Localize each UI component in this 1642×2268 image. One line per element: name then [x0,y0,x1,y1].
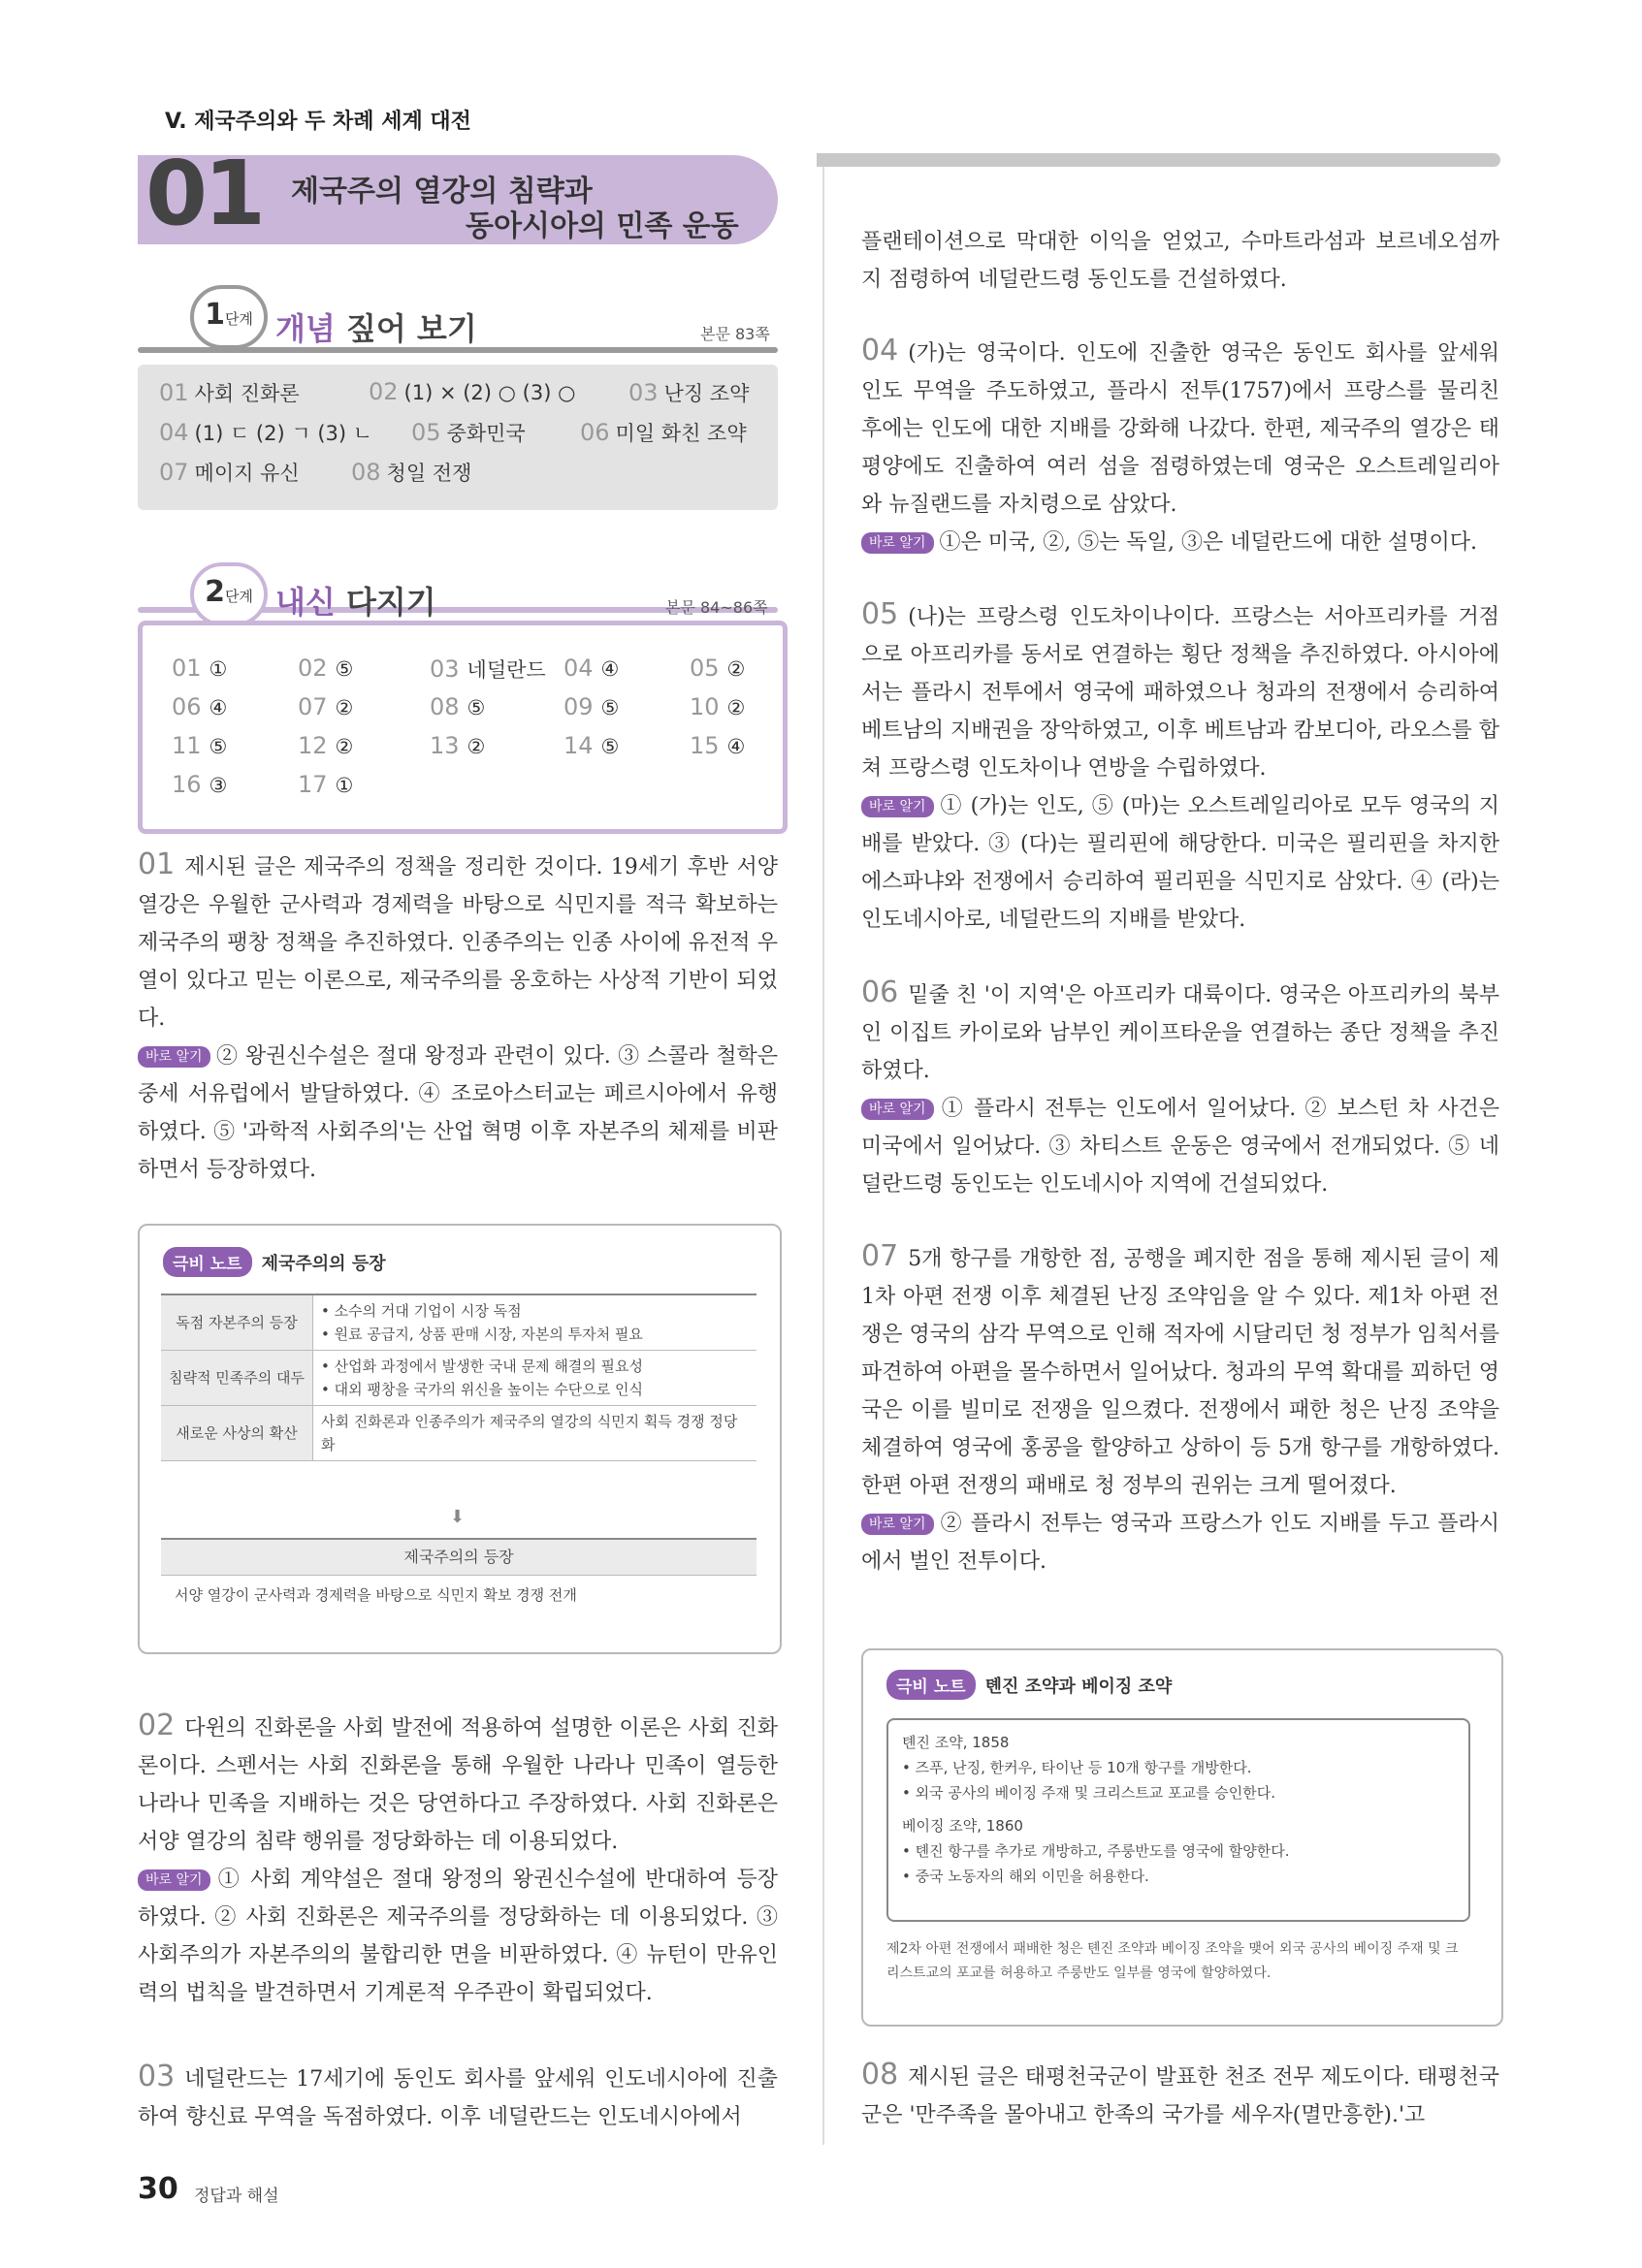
note-result-text: 서양 열강이 군사력과 경제력을 바탕으로 식민지 확보 경쟁 전개 [175,1586,577,1604]
question-number: 07 [861,1239,899,1273]
answer-item: 03 네덜란드 [430,655,546,683]
question-number: 04 [861,334,899,367]
stage2-title [275,578,436,623]
note-summary: 제2차 아편 전쟁에서 패배한 청은 톈진 조약과 베이징 조약을 맺어 외국 공사의 베이징 주재 및 크리스트교의 포교를 허용하고 주룽반도 일부를 영국에 할양하였다. [886,1941,1459,1981]
lesson-title-line2: 동아시아의 민족 운동 [466,209,739,243]
tip-badge: 바로 알기 [861,1514,934,1535]
row-value: • 소수의 거대 기업이 시장 독점 • 원료 공급지, 상품 판매 시장, 자본의 투자처 필요 [313,1295,757,1351]
answer-item: 12 ② [298,732,354,759]
stage1-title-rest: 짚어 보기 [335,310,477,347]
note-title: 제국주의의 등장 [261,1254,386,1274]
answer-item: 04 ④ [563,655,620,682]
stage1-title-accent: 개념 [275,310,336,347]
answer-item: 05 중화민국 [411,419,526,446]
row-header: 새로운 사상의 확산 [161,1406,313,1461]
answer-item: 02 (1) × (2) ○ (3) ○ [369,378,576,405]
note-table-wrap [161,1294,757,1461]
answer-item: 01 사회 진화론 [159,379,300,406]
explanation-08: 08 제시된 글은 태평천국군이 발표한 천조 전무 제도이다. 태평천국군은 '만주족을 몰아내고 한족의 국가를 세우자(멸만흥한).'고 [861,2058,1499,2127]
treaty-beijing-heading: 베이징 조약, 1860 [902,1817,1023,1835]
answer-item: 13 ② [430,732,486,759]
answer-item: 08 ⑤ [430,693,486,720]
row-value: • 산업화 과정에서 발생한 국내 문제 해결의 필요성 • 대외 팽창을 국가의 위신을 높이는 수단으로 인식 [313,1351,757,1406]
column-divider [822,167,824,2145]
stage2-badge-sub: 단계 [224,588,253,605]
lesson-number: 01 [145,142,263,245]
table-row [161,1295,757,1351]
stage1-page-ref: 본문 83쪽 [700,325,770,343]
tip-badge: 바로 알기 [861,796,934,817]
explanation-01: 01 제시된 글은 제국주의 정책을 정리한 것이다. 19세기 후반 서양 열강은 우월한 군사력과 경제력을 바탕으로 식민지를 적극 확보하는 제국주의 팽창 정책을 추진하였다. 인종주의는 인종 사이에 유전적 우열이 있다고 믿는 이론으로, 제국주의를 옹호하는 사상적 기반이 되었다. 바로 알기 ② 왕권신수설은 절대 왕정과 관련이 있다. ③ 스콜라 철학은 중세 서유럽에서 발달하였다. ④ 조로아스터교는 페르시아에서 유행하였다. ⑤ '과학적 사회주의'는 산업 혁명 이후 자본주의 체제를 비판하면서 등장하였다. [138,847,778,1182]
answer-item: 07 메이지 유신 [159,459,300,486]
list-item: • 톈진 항구를 추가로 개방하고, 주룽반도를 영국에 할양한다. [902,1842,1290,1860]
note-badge: 극비 노트 [163,1247,252,1277]
answer-item: 06 미일 화친 조약 [580,419,747,446]
treaty-tianjin-heading: 톈진 조약, 1858 [902,1734,1010,1751]
list-item: • 중국 노동자의 해외 이민을 허용한다. [902,1868,1149,1885]
question-number: 06 [861,975,899,1009]
note-box-imperialism [138,1224,782,1654]
note-table [161,1295,757,1461]
explanation-06: 06 밑줄 친 '이 지역'은 아프리카 대륙이다. 영국은 아프리카의 북부인 이집트 카이로와 남부인 케이프타운을 연결하는 종단 정책을 추진하였다. 바로 알기 ① 플라시 전투는 인도에서 일어났다. ② 보스턴 차 사건은 미국에서 일어났다. ③ 차티스트 운동은 영국에서 전개되었다. ⑤ 네덜란드령 동인도는 인도네시아 지역에 건설되었다. [861,975,1499,1197]
stage1-answer-box [138,365,778,510]
answer-item: 08 청일 전쟁 [351,459,472,486]
row-value: 사회 진화론과 인종주의가 제국주의 열강의 식민지 획득 경쟁 정당화 [313,1406,757,1461]
question-number: 05 [861,597,899,631]
answer-item: 14 ⑤ [563,732,620,759]
answer-item: 09 ⑤ [563,693,620,720]
answer-item: 04 (1) ㄷ (2) ㄱ (3) ㄴ [159,419,373,446]
list-item: • 외국 공사의 베이징 주재 및 크리스트교 포교를 승인한다. [902,1784,1276,1802]
answer-item: 10 ② [690,693,746,720]
answer-item: 02 ⑤ [298,655,354,682]
stage1-badge-sub: 단계 [224,310,253,328]
answer-item: 05 ② [690,655,746,682]
list-item: • 즈푸, 난징, 한커우, 타이난 등 10개 항구를 개방한다. [902,1759,1252,1776]
tip-badge: 바로 알기 [138,1869,210,1891]
table-row [161,1351,757,1406]
footer-label: 정답과 해설 [194,2187,279,2206]
answer-item: 01 ① [172,655,228,682]
answer-item: 16 ③ [172,771,228,798]
stage1-badge [190,285,268,349]
answer-item: 11 ⑤ [172,732,228,759]
stage2-title-rest: 다지기 [335,584,436,621]
answer-item: 17 ① [298,771,354,798]
note-box-treaties [861,1648,1503,2027]
stage1-title [275,304,477,349]
table-row [161,1406,757,1461]
stage1-badge-num: 1 [205,298,225,332]
chapter-heading: V. 제국주의와 두 차례 세계 대전 [165,110,471,134]
down-arrow-icon: ⬇ [450,1507,466,1527]
note-header [163,1247,386,1277]
tip-badge: 바로 알기 [861,1099,934,1120]
answer-item: 06 ④ [172,693,228,720]
explanation-07: 07 5개 항구를 개항한 점, 공행을 폐지한 점을 통해 제시된 글이 제1차 아편 전쟁 이후 체결된 난징 조약임을 알 수 있다. 제1차 아편 전쟁은 영국의 삼각 무역으로 인해 적자에 시달리던 청 정부가 임칙서를 파견하여 아편을 몰수하면서 일어났다. 청과의 무역 확대를 꾀하던 영국은 이를 빌미로 전쟁을 일으켰다. 전쟁에서 패한 청은 난징 조약을 체결하여 영국에 홍콩을 할양하고 상하이 등 5개 항구를 개항하였다. 한편 아편 전쟁의 패배로 청 정부의 권위는 크게 떨어졌다. 바로 알기 ② 플라시 전투는 영국과 프랑스가 인도 지배를 두고 플라시에서 벌인 전투이다. [861,1239,1499,1574]
tip-badge: 바로 알기 [138,1046,210,1068]
right-column-bar [817,153,1500,167]
answer-item: 03 난징 조약 [628,379,750,406]
page-number: 30 [138,2172,178,2206]
explanation-03: 03 네덜란드는 17세기에 동인도 회사를 앞세워 인도네시아에 진출하여 향신료 무역을 독점하였다. 이후 네덜란드는 인도네시아에서 [138,2060,778,2129]
row-header: 독점 자본주의 등장 [161,1295,313,1351]
answer-item: 15 ④ [690,732,746,759]
question-number: 02 [138,1709,176,1742]
note-treaty-detail [886,1718,1470,1922]
question-number: 03 [138,2060,176,2093]
stage2-answer-box [138,621,788,834]
lesson-title-line1: 제국주의 열강의 침략과 [291,175,593,208]
explanation-04: 04 (가)는 영국이다. 인도에 진출한 영국은 동인도 회사를 앞세워 인도 무역을 주도하였고, 플라시 전투(1757)에서 프랑스를 물리친 후에는 인도에 대한 지배를 강화해 나갔다. 한편, 제국주의 열강은 태평양에도 진출하여 여러 섬을 점령하였는데 영국은 오스트레일리아와 뉴질랜드를 자치령으로 삼았다. 바로 알기 ①은 미국, ②, ⑤는 독일, ③은 네덜란드에 대한 설명이다. [861,334,1499,555]
explanation-02: 02 다윈의 진화론을 사회 발전에 적용하여 설명한 이론은 사회 진화론이다. 스펜서는 사회 진화론을 통해 우월한 나라나 민족이 열등한 나라나 민족을 지배하는 것은 당연하다고 주장하였다. 사회 진화론은 서양 열강의 침략 행위를 정당화하는 데 이용되었다. 바로 알기 ① 사회 계약설은 절대 왕정의 왕권신수설에 반대하여 등장하였다. ② 사회 진화론은 제국주의를 정당화하는 데 이용되었다. ③ 사회주의가 자본주의의 불합리한 면을 비판하였다. ④ 뉴턴이 만유인력의 법칙을 발견하면서 기계론적 우주관이 확립되었다. [138,1709,778,2005]
stage2-badge-num: 2 [205,575,225,609]
note-title: 톈진 조약과 베이징 조약 [984,1677,1173,1697]
answer-item: 07 ② [298,693,354,720]
stage2-title-accent: 내신 [275,584,336,621]
note-result-title: 제국주의의 등장 [161,1538,757,1576]
question-number: 08 [861,2058,899,2092]
note-header [886,1670,1172,1700]
stage2-page-ref: 본문 84~86쪽 [665,598,768,617]
row-header: 침략적 민족주의 대두 [161,1351,313,1406]
tip-badge: 바로 알기 [861,532,934,554]
explanation-03-continued: 플랜테이션으로 막대한 이익을 얻었고, 수마트라섬과 보르네오섬까지 점령하여 네덜란드령 동인도를 건설하였다. [861,230,1499,292]
explanation-05: 05 (나)는 프랑스령 인도차이나이다. 프랑스는 서아프리카를 거점으로 아프리카를 동서로 연결하는 횡단 정책을 추진하였다. 아시아에서는 플라시 전투에서 영국에 패하였으나 청과의 전쟁에서 승리하여 베트남의 지배권을 장악하였고, 이후 베트남과 캄보디아, 라오스를 합쳐 프랑스령 인도차이나 연방을 수립하였다. 바로 알기 ① (가)는 인도, ⑤ (마)는 오스트레일리아로 모두 영국의 지배를 받았다. ③ (다)는 필리핀에 해당한다. 미국은 필리핀을 차지한 에스파냐와 전쟁에서 승리하여 필리핀을 식민지로 삼았다. ④ (라)는 인도네시아로, 네덜란드의 지배를 받았다. [861,597,1499,932]
question-number: 01 [138,847,176,881]
stage2-badge [190,562,268,626]
note-badge: 극비 노트 [886,1670,976,1700]
